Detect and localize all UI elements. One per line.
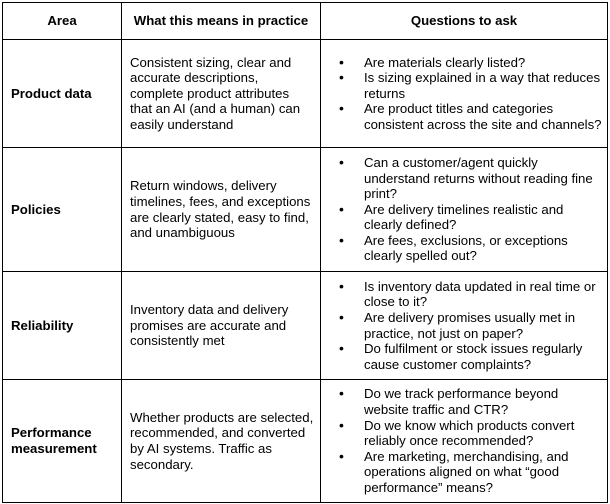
question-item: • Do we know which products convert reliably once recommended? [339, 418, 603, 449]
table-row-policies [3, 148, 608, 272]
questions-cell [321, 40, 608, 148]
guidance-table [2, 2, 608, 503]
table-row-product-data [3, 40, 608, 148]
header-questions: Questions to ask [321, 3, 608, 40]
question-item: • Are delivery timelines realistic and clearly defined? [339, 202, 603, 233]
area-cell: Reliability [3, 272, 122, 380]
table-row-performance-measurement [3, 380, 608, 503]
questions-cell [321, 380, 608, 503]
meaning-cell: Consistent sizing, clear and accurate descriptions, complete product attributes that an AI (and a human) can easily understand [122, 40, 321, 148]
questions-cell [321, 272, 608, 380]
table-row-reliability [3, 272, 608, 380]
meaning-cell: Inventory data and delivery promises are accurate and consistently met [122, 272, 321, 380]
header-meaning: What this means in practice [122, 3, 321, 40]
questions-list [339, 55, 603, 133]
questions-list [339, 155, 603, 264]
question-item: • Are materials clearly listed? [339, 55, 603, 71]
meaning-cell: Whether products are selected, recommended, and converted by AI systems. Traffic as secondary. [122, 380, 321, 503]
questions-list [339, 279, 603, 373]
question-item: • Do we track performance beyond website traffic and CTR? [339, 386, 603, 417]
area-cell: Performance measurement [3, 380, 122, 503]
area-cell: Policies [3, 148, 122, 272]
area-cell: Product data [3, 40, 122, 148]
question-item: • Can a customer/agent quickly understand returns without reading fine print? [339, 155, 603, 202]
question-item: • Is sizing explained in a way that reduces returns [339, 70, 603, 101]
question-item: • Are product titles and categories consistent across the site and channels? [339, 101, 603, 132]
questions-cell [321, 148, 608, 272]
question-item: • Do fulfilment or stock issues regularly cause customer complaints? [339, 341, 603, 372]
questions-list [339, 386, 603, 495]
header-row [3, 3, 608, 40]
question-item: • Are marketing, merchandising, and operations aligned on what “good performance” means? [339, 449, 603, 496]
header-area: Area [3, 3, 122, 40]
question-item: • Are fees, exclusions, or exceptions clearly spelled out? [339, 233, 603, 264]
meaning-cell: Return windows, delivery timelines, fees, and exceptions are clearly stated, easy to find, and unambiguous [122, 148, 321, 272]
question-item: • Are delivery promises usually met in practice, not just on paper? [339, 310, 603, 341]
question-item: • Is inventory data updated in real time or close to it? [339, 279, 603, 310]
